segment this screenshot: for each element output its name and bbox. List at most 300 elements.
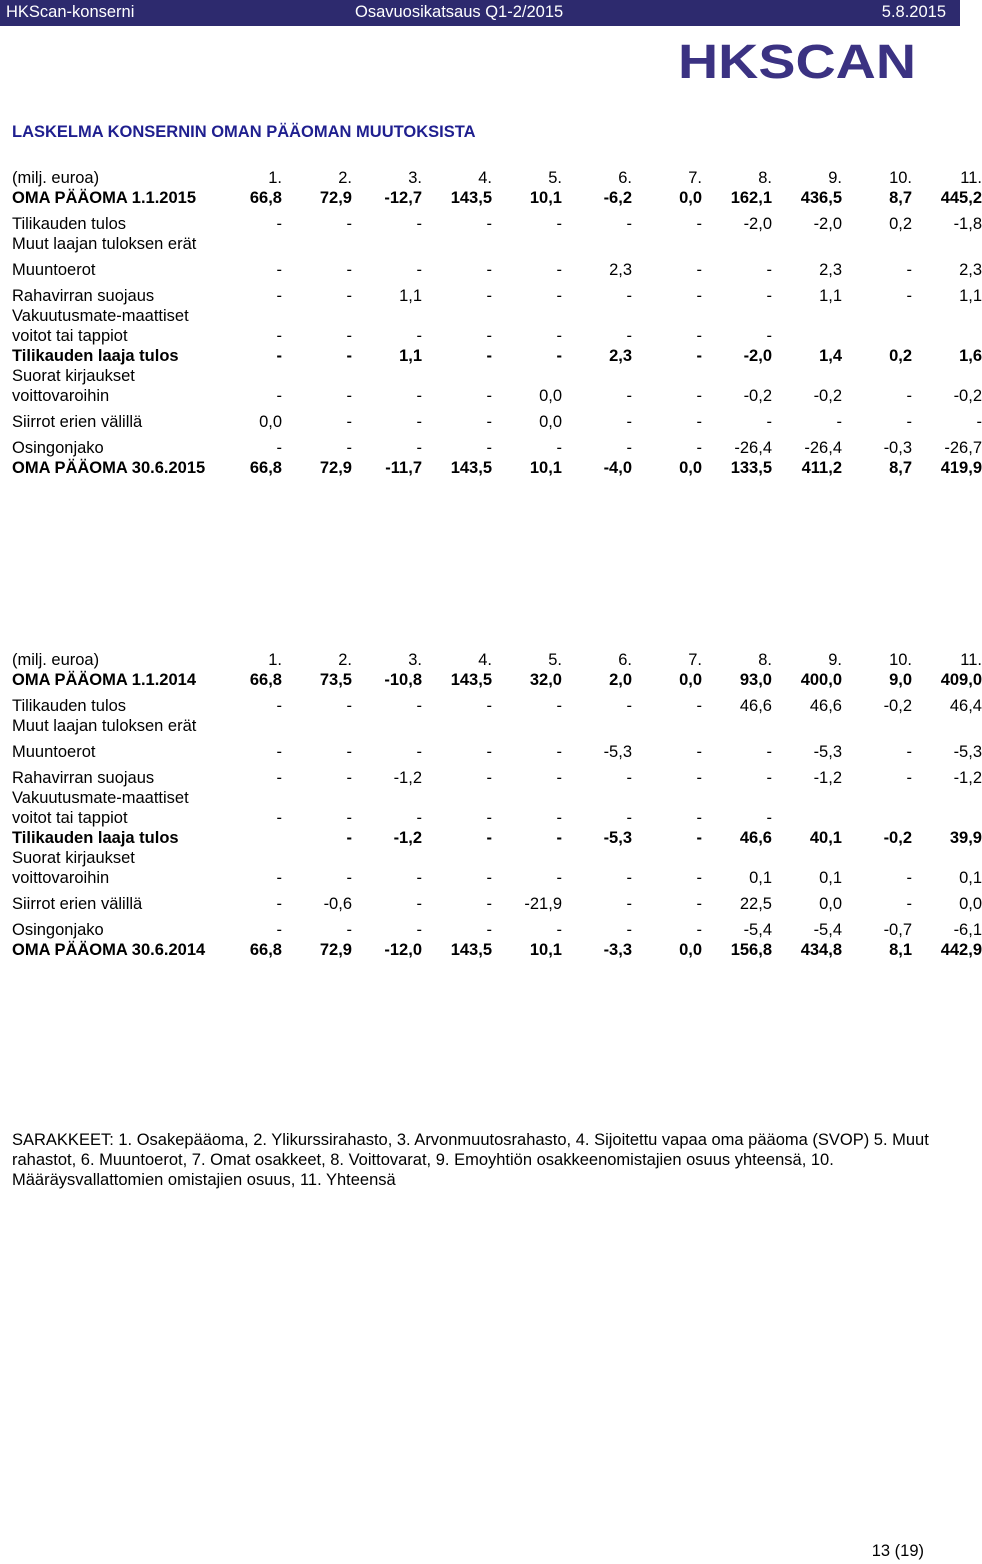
table-row xyxy=(12,716,982,736)
column-legend-notes: SARAKKEET: 1. Osakepääoma, 2. Ylikurssirahasto, 3. Arvonmuutosrahasto, 4. Sijoitettu vapaa oma pääoma (SVOP) 5. Muut rahastot, 6. Muuntoerot, 7. Omat osakkeet, 8. Voittovarat, 9. Emoyhtiön osakkeenomistajien osuus yhteensä, 10. Määräysvallattomien omistajien osuus, 11. Yhteensä xyxy=(12,1131,929,1189)
table-cell: - xyxy=(346,413,352,431)
table-cell: - xyxy=(906,869,912,887)
table-cell: - xyxy=(346,261,352,279)
table-cell: -1,2 xyxy=(953,769,982,787)
table-cell: - xyxy=(346,829,352,847)
column-header: 10. xyxy=(889,651,912,669)
table-cell: - xyxy=(766,413,772,431)
table-cell xyxy=(282,234,352,254)
table-cell: - xyxy=(696,439,702,457)
table-cell: 46,6 xyxy=(739,697,772,715)
equity-changes-table-2015 xyxy=(12,168,982,478)
table-cell: 72,9 xyxy=(319,189,352,207)
row-label: OMA PÄÄOMA 30.6.2015 xyxy=(12,459,206,477)
table-cell: 46,4 xyxy=(949,697,982,715)
table-row xyxy=(12,280,982,306)
table-cell: -5,4 xyxy=(743,921,772,939)
table-cell xyxy=(912,716,982,736)
table-cell: 66,8 xyxy=(249,671,282,689)
column-header: 7. xyxy=(688,651,702,669)
table-cell: - xyxy=(346,769,352,787)
column-header: 9. xyxy=(828,169,842,187)
table-cell: - xyxy=(906,387,912,405)
row-label: Muut laajan tuloksen erät xyxy=(12,235,197,253)
column-header: 7. xyxy=(688,169,702,187)
table-cell xyxy=(212,716,282,736)
table-cell xyxy=(352,234,422,254)
table-cell: 143,5 xyxy=(450,459,492,477)
table-cell: -0,3 xyxy=(883,439,912,457)
column-header: 6. xyxy=(618,169,632,187)
table-cell: 409,0 xyxy=(940,671,982,689)
table-cell: 0,1 xyxy=(959,869,982,887)
table-row xyxy=(12,788,982,828)
table-cell: - xyxy=(346,287,352,305)
table-row xyxy=(12,208,982,234)
table-cell: 0,1 xyxy=(749,869,772,887)
table-cell: - xyxy=(626,413,632,431)
row-label: Tilikauden laaja tulos xyxy=(12,829,179,847)
row-label: OMA PÄÄOMA 30.6.2014 xyxy=(12,941,206,959)
table-cell: - xyxy=(276,869,282,887)
table-cell: - xyxy=(346,921,352,939)
table-cell: - xyxy=(766,327,772,345)
table-cell: - xyxy=(626,387,632,405)
table-cell: - xyxy=(556,829,562,847)
table-cell: - xyxy=(276,261,282,279)
table-cell: - xyxy=(486,327,492,345)
table-cell xyxy=(842,788,912,828)
table-cell: - xyxy=(276,809,282,827)
table-cell xyxy=(842,306,912,346)
table-cell: - xyxy=(696,261,702,279)
table-cell: - xyxy=(486,769,492,787)
table-row xyxy=(12,406,982,432)
column-header: 9. xyxy=(828,651,842,669)
table-cell: 72,9 xyxy=(319,941,352,959)
table-cell: -3,3 xyxy=(603,941,632,959)
row-label: Muuntoerot xyxy=(12,261,96,279)
table-row xyxy=(12,458,982,478)
table-cell xyxy=(842,716,912,736)
table-cell: - xyxy=(626,697,632,715)
table-cell: - xyxy=(906,769,912,787)
row-label: Suorat kirjaukset voittovaroihin xyxy=(12,849,135,887)
table-cell: -11,7 xyxy=(385,459,422,477)
table-cell: - xyxy=(626,921,632,939)
header-date: 5.8.2015 xyxy=(881,3,946,21)
table-cell: 66,8 xyxy=(249,459,282,477)
table-cell: -5,4 xyxy=(813,921,842,939)
table-cell: - xyxy=(416,327,422,345)
table-cell: 1,1 xyxy=(399,287,422,305)
table-cell: -0,2 xyxy=(743,387,772,405)
table-cell: - xyxy=(346,347,352,365)
table-cell: 32,0 xyxy=(529,671,562,689)
table-cell xyxy=(912,788,982,828)
table-row xyxy=(12,828,982,848)
row-label: Vakuutusmate-maattiset voitot tai tappiot xyxy=(12,789,189,827)
table-cell: - xyxy=(626,215,632,233)
table-cell xyxy=(492,716,562,736)
table-cell: 66,8 xyxy=(249,941,282,959)
table-cell xyxy=(772,306,842,346)
table-cell: 0,0 xyxy=(679,941,702,959)
table-cell: - xyxy=(626,895,632,913)
page-title: LASKELMA KONSERNIN OMAN PÄÄOMAN MUUTOKSISTA xyxy=(12,123,476,141)
table-cell: 434,8 xyxy=(800,941,842,959)
page-number: 13 (19) xyxy=(871,1542,924,1560)
table-cell: - xyxy=(416,387,422,405)
row-label: OMA PÄÄOMA 1.1.2015 xyxy=(12,189,196,207)
table-cell xyxy=(702,716,772,736)
table-cell: -5,3 xyxy=(953,743,982,761)
table-cell: -0,2 xyxy=(953,387,982,405)
row-label: Muuntoerot xyxy=(12,743,96,761)
table-cell: -10,8 xyxy=(384,671,422,689)
table-cell: -2,0 xyxy=(743,215,772,233)
table-cell: 0,2 xyxy=(889,215,912,233)
table-cell xyxy=(772,234,842,254)
column-header: 8. xyxy=(758,651,772,669)
table-cell: - xyxy=(416,743,422,761)
table-cell xyxy=(422,234,492,254)
table-cell: -12,0 xyxy=(384,941,422,959)
table-cell: - xyxy=(346,869,352,887)
table-row xyxy=(12,234,982,254)
table-row xyxy=(12,346,982,366)
table-cell: - xyxy=(976,413,982,431)
table-cell: - xyxy=(486,287,492,305)
table-cell: 0,0 xyxy=(679,459,702,477)
table-cell: 0,1 xyxy=(819,869,842,887)
table-cell: 72,9 xyxy=(319,459,352,477)
table-cell: 442,9 xyxy=(940,941,982,959)
table-cell: - xyxy=(276,921,282,939)
table-cell xyxy=(282,716,352,736)
table-cell: -6,2 xyxy=(603,189,632,207)
table-cell xyxy=(632,716,702,736)
table-cell xyxy=(912,306,982,346)
table-cell: - xyxy=(416,869,422,887)
table-cell: - xyxy=(486,895,492,913)
table-cell: -0,2 xyxy=(813,387,842,405)
document-header-bar xyxy=(0,0,960,26)
column-header: 1. xyxy=(268,169,282,187)
table-cell: - xyxy=(696,347,702,365)
table-cell: - xyxy=(486,387,492,405)
table-cell xyxy=(352,716,422,736)
table-cell: - xyxy=(696,743,702,761)
column-header: 4. xyxy=(478,169,492,187)
table-cell: 1,4 xyxy=(819,347,842,365)
table-cell: 1,1 xyxy=(959,287,982,305)
table-row xyxy=(12,940,982,960)
column-header: 4. xyxy=(478,651,492,669)
table-cell: 133,5 xyxy=(730,459,772,477)
table-cell: -4,0 xyxy=(603,459,632,477)
table-cell: -5,3 xyxy=(603,743,632,761)
table-cell: - xyxy=(626,439,632,457)
table-cell: -26,7 xyxy=(944,439,982,457)
table-cell: - xyxy=(836,413,842,431)
table-cell: - xyxy=(346,439,352,457)
table-cell: 419,9 xyxy=(940,459,982,477)
column-header: 5. xyxy=(548,651,562,669)
table-cell: 22,5 xyxy=(739,895,772,913)
unit-header: (milj. euroa) xyxy=(12,169,100,187)
row-label: OMA PÄÄOMA 1.1.2014 xyxy=(12,671,196,689)
table-cell: - xyxy=(556,287,562,305)
table-cell xyxy=(772,716,842,736)
table-cell xyxy=(562,234,632,254)
table-cell: - xyxy=(416,413,422,431)
table-cell: - xyxy=(626,869,632,887)
header-report-title: Osavuosikatsaus Q1-2/2015 xyxy=(355,3,564,21)
table-cell: 2,3 xyxy=(609,261,632,279)
table-cell: - xyxy=(416,697,422,715)
table-row xyxy=(12,306,982,346)
table-cell: - xyxy=(486,869,492,887)
column-header: 11. xyxy=(960,169,982,187)
table-cell: - xyxy=(346,743,352,761)
row-label: Vakuutusmate-maattiset voitot tai tappiot xyxy=(12,307,189,345)
hkscan-logo xyxy=(678,36,918,89)
table-cell: - xyxy=(486,809,492,827)
table-cell: - xyxy=(556,769,562,787)
table-cell: - xyxy=(416,215,422,233)
table-cell: - xyxy=(276,769,282,787)
table-cell: 0,0 xyxy=(259,413,282,431)
row-label: Muut laajan tuloksen erät xyxy=(12,717,197,735)
table-cell: 156,8 xyxy=(730,941,772,959)
column-header: 2. xyxy=(338,169,352,187)
table-cell: 66,8 xyxy=(249,189,282,207)
table-cell: - xyxy=(696,769,702,787)
table-cell: 0,0 xyxy=(679,671,702,689)
table-cell: -0,2 xyxy=(883,697,912,715)
table-cell: - xyxy=(696,829,702,847)
table-cell: -1,8 xyxy=(953,215,982,233)
table-cell: 0,0 xyxy=(539,413,562,431)
table-cell: - xyxy=(556,347,562,365)
table-cell: 2,3 xyxy=(959,261,982,279)
table-row xyxy=(12,888,982,914)
table-cell: 10,1 xyxy=(529,459,562,477)
table-cell: -1,2 xyxy=(813,769,842,787)
row-label: Osingonjako xyxy=(12,921,104,939)
row-label: Rahavirran suojaus xyxy=(12,287,155,305)
table-cell: -21,9 xyxy=(524,895,562,913)
table-cell: 2,3 xyxy=(609,347,632,365)
table-cell: 411,2 xyxy=(801,459,842,477)
table-cell: - xyxy=(696,869,702,887)
table-header-row xyxy=(12,168,982,188)
column-header: 1. xyxy=(268,651,282,669)
table-cell: 46,6 xyxy=(739,829,772,847)
table-cell: - xyxy=(346,697,352,715)
table-cell: - xyxy=(906,261,912,279)
table-cell: 10,1 xyxy=(529,189,562,207)
table-cell: - xyxy=(696,387,702,405)
table-cell: 2,3 xyxy=(819,261,842,279)
table-cell: 445,2 xyxy=(940,189,982,207)
table-cell: 436,5 xyxy=(800,189,842,207)
table-cell: - xyxy=(346,327,352,345)
equity-changes-table-2014 xyxy=(12,650,982,960)
table-cell: -5,3 xyxy=(813,743,842,761)
table-cell xyxy=(632,234,702,254)
table-row xyxy=(12,848,982,888)
row-label: Tilikauden tulos xyxy=(12,697,127,715)
table-row xyxy=(12,432,982,458)
table-cell: - xyxy=(556,261,562,279)
row-label: Suorat kirjaukset voittovaroihin xyxy=(12,367,135,405)
table-cell: - xyxy=(276,387,282,405)
table-cell: - xyxy=(906,413,912,431)
table-cell: - xyxy=(416,921,422,939)
table-cell: - xyxy=(416,895,422,913)
table-cell: 73,5 xyxy=(319,671,352,689)
column-header: 11. xyxy=(960,651,982,669)
table-cell: 40,1 xyxy=(809,829,842,847)
table-cell: - xyxy=(346,215,352,233)
table-cell: 0,0 xyxy=(539,387,562,405)
table-cell: 1,1 xyxy=(819,287,842,305)
table-cell: - xyxy=(276,287,282,305)
table-cell: - xyxy=(626,769,632,787)
table-row xyxy=(12,670,982,690)
table-cell: - xyxy=(276,215,282,233)
table-cell: -12,7 xyxy=(384,189,422,207)
table-cell: 0,0 xyxy=(959,895,982,913)
table-cell: - xyxy=(486,413,492,431)
table-cell: - xyxy=(486,347,492,365)
header-company: HKScan-konserni xyxy=(6,3,135,21)
table-cell: - xyxy=(556,697,562,715)
table-cell: - xyxy=(486,439,492,457)
table-cell xyxy=(422,716,492,736)
table-cell: - xyxy=(696,413,702,431)
table-cell: - xyxy=(626,809,632,827)
table-cell: - xyxy=(276,347,282,365)
table-cell xyxy=(492,234,562,254)
table-cell: - xyxy=(556,809,562,827)
table-row xyxy=(12,254,982,280)
column-header: 3. xyxy=(408,169,422,187)
row-label: Siirrot erien välillä xyxy=(12,895,143,913)
table-cell: 93,0 xyxy=(739,671,772,689)
table-cell: - xyxy=(416,261,422,279)
table-cell xyxy=(212,234,282,254)
table-row xyxy=(12,690,982,716)
table-cell: - xyxy=(626,327,632,345)
column-header: 10. xyxy=(889,169,912,187)
table-cell: 39,9 xyxy=(949,829,982,847)
table-row xyxy=(12,914,982,940)
row-label: Tilikauden laaja tulos xyxy=(12,347,179,365)
table-cell: - xyxy=(486,215,492,233)
table-header-row xyxy=(12,650,982,670)
column-header: 3. xyxy=(408,651,422,669)
table-cell: - xyxy=(696,287,702,305)
table-cell: - xyxy=(696,327,702,345)
table-cell: 400,0 xyxy=(800,671,842,689)
table-cell: - xyxy=(346,387,352,405)
table-cell: - xyxy=(486,743,492,761)
table-cell xyxy=(842,234,912,254)
table-cell: -0,2 xyxy=(883,829,912,847)
table-cell: 8,7 xyxy=(889,459,912,477)
table-cell: - xyxy=(696,809,702,827)
table-cell xyxy=(912,234,982,254)
table-cell: -5,3 xyxy=(603,829,632,847)
table-cell: - xyxy=(486,261,492,279)
row-label: Osingonjako xyxy=(12,439,104,457)
table-cell: - xyxy=(696,895,702,913)
table-cell: - xyxy=(556,215,562,233)
table-cell: - xyxy=(766,743,772,761)
table-cell: - xyxy=(766,261,772,279)
table-cell: -2,0 xyxy=(743,347,772,365)
row-label: Siirrot erien välillä xyxy=(12,413,143,431)
table-cell: - xyxy=(906,287,912,305)
table-row xyxy=(12,736,982,762)
table-cell: - xyxy=(696,215,702,233)
table-row xyxy=(12,762,982,788)
table-cell: -0,6 xyxy=(323,895,352,913)
table-cell: - xyxy=(556,327,562,345)
table-cell: - xyxy=(696,921,702,939)
table-cell: -26,4 xyxy=(734,439,772,457)
table-cell xyxy=(772,788,842,828)
table-cell: 143,5 xyxy=(450,189,492,207)
row-label: Rahavirran suojaus xyxy=(12,769,155,787)
table-cell: -1,2 xyxy=(393,829,422,847)
table-cell: 143,5 xyxy=(450,941,492,959)
table-cell: - xyxy=(486,829,492,847)
table-cell: 8,7 xyxy=(889,189,912,207)
table-cell: 46,6 xyxy=(809,697,842,715)
table-row xyxy=(12,366,982,406)
logo-text: HKSCAN xyxy=(678,36,916,89)
table-cell xyxy=(212,828,282,848)
table-cell: - xyxy=(416,439,422,457)
table-cell: - xyxy=(766,769,772,787)
table-cell: - xyxy=(276,327,282,345)
table-cell: 9,0 xyxy=(889,671,912,689)
table-cell: 0,0 xyxy=(679,189,702,207)
table-cell: - xyxy=(276,439,282,457)
column-header: 6. xyxy=(618,651,632,669)
table-cell xyxy=(702,234,772,254)
table-cell: 143,5 xyxy=(450,671,492,689)
table-cell: - xyxy=(696,697,702,715)
table-cell xyxy=(562,716,632,736)
table-cell: -0,7 xyxy=(883,921,912,939)
table-cell: - xyxy=(556,869,562,887)
table-row xyxy=(12,188,982,208)
table-cell: - xyxy=(276,697,282,715)
table-cell: - xyxy=(276,743,282,761)
table-cell: - xyxy=(626,287,632,305)
table-cell: 2,0 xyxy=(609,671,632,689)
table-cell: 1,1 xyxy=(399,347,422,365)
column-header: 5. xyxy=(548,169,562,187)
table-cell: 0,2 xyxy=(889,347,912,365)
column-header: 2. xyxy=(338,651,352,669)
table-cell: 10,1 xyxy=(529,941,562,959)
